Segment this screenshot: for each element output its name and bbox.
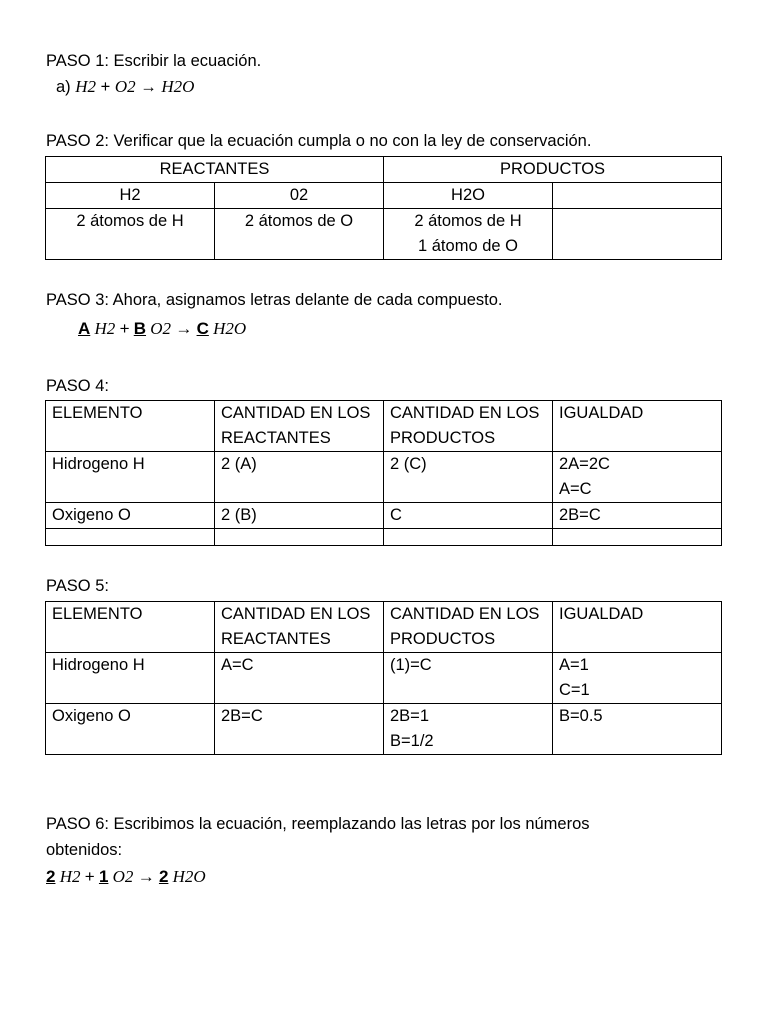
cell-line: CANTIDAD EN LOS [390,404,540,422]
coef-b: B [133,319,147,338]
table-row [46,653,722,704]
cell-line: PRODUCTOS [390,429,496,447]
coef-a: A [78,319,91,338]
cell-line: 2 (B) [221,506,257,524]
eq6-h2: H2 [59,867,81,886]
paso2-title: PASO 2: Verificar que la ecuación cumpla o no con la ley de conservación. [46,132,592,150]
coef-1-o2: 1 [98,867,109,886]
eq6-arrow: → [137,867,155,886]
header-igualdad [553,401,722,452]
cell-atoms-h2o [384,209,553,260]
table-cell [46,503,215,529]
cell-line: 2 átomos de H [76,212,184,230]
cell-line: 1 átomo de O [418,237,518,255]
table-row [46,503,722,529]
header-productos [384,602,553,653]
header-reactantes [215,602,384,653]
coef-2-h2: 2 [46,867,56,886]
table-cell [46,529,215,546]
table-row [46,529,722,546]
table-cell [384,452,553,503]
cell-line: 2A=2C [559,455,610,473]
table-cell [46,452,215,503]
cell-line: 2B=C [559,506,601,524]
table-cell [215,529,384,546]
table-cell [384,503,553,529]
cell-line: REACTANTES [221,429,331,447]
table-row [46,704,722,755]
cell-atoms-h [46,209,215,260]
cell-line: CANTIDAD EN LOS [390,605,540,623]
header-reactantes [215,401,384,452]
cell-empty [553,183,722,209]
cell-line: 2 (C) [390,455,427,473]
eq3-h2o: H2O [213,319,247,338]
coef-2-h2o: 2 [158,867,169,886]
header-elemento [46,401,215,452]
cell-line: C [390,506,402,524]
paso6-title-line1: PASO 6: Escribimos la ecuación, reemplazando las letras por los números [46,815,590,833]
cell-line: ELEMENTO [52,404,143,422]
cell-line: IGUALDAD [559,404,644,422]
eq3-arrow: → [175,319,193,338]
eq1-plus: + [100,78,111,96]
coef-c: C [196,319,209,338]
table-cell [553,529,722,546]
paso2-table [45,156,722,260]
table-cell [553,452,722,503]
cell-line: C=1 [559,681,590,699]
cell-line: A=1 [559,656,589,674]
cell-line: 2B=1 [390,707,429,725]
cell-h2: H2 [46,183,215,209]
table-cell [215,704,384,755]
eq6-h2o: H2O [172,867,206,886]
cell-line: CANTIDAD EN LOS [221,404,371,422]
cell-line: A=C [559,480,592,498]
cell-line: CANTIDAD EN LOS [221,605,371,623]
cell-h2o: H2O [384,183,553,209]
cell-02: 02 [215,183,384,209]
cell-line: REACTANTES [221,630,331,648]
eq3-o2: O2 [150,319,172,338]
table-cell [215,653,384,704]
cell-line: 2 átomos de H [414,212,522,230]
paso4-title: PASO 4: [46,377,109,395]
eq6-plus: + [84,867,95,886]
cell-line: (1)=C [390,656,432,674]
table-cell [384,529,553,546]
cell-line: 2 átomos de O [244,212,354,230]
table-row [46,452,722,503]
paso1-item-label: a) [56,78,71,96]
header-igualdad [553,602,722,653]
paso1-title: PASO 1: Escribir la ecuación. [46,52,262,70]
cell-line: IGUALDAD [559,605,644,623]
cell-line: ELEMENTO [52,605,143,623]
table-cell [46,704,215,755]
paso1-equation [56,76,194,98]
paso6-equation [46,866,206,888]
paso4-table [45,400,722,546]
eq3-h2: H2 [94,319,116,338]
eq1-h2o: H2O [161,77,195,96]
cell-line: B=0.5 [559,707,603,725]
paso5-title: PASO 5: [46,577,109,595]
table-cell [553,503,722,529]
cell-line: Oxigeno O [52,707,131,725]
table-cell [46,653,215,704]
cell-line: 2 (A) [221,455,257,473]
cell-line: B=1/2 [390,732,434,750]
eq3-plus: + [119,319,130,338]
cell-line: Hidrogeno H [52,656,145,674]
table-cell [215,503,384,529]
cell-atoms-o [215,209,384,260]
table-cell [215,452,384,503]
cell-line: A=C [221,656,254,674]
cell-empty [553,209,722,260]
header-productos [384,401,553,452]
header-reactantes: REACTANTES [46,157,384,183]
table-cell [384,653,553,704]
eq6-o2: O2 [112,867,134,886]
table-cell [553,653,722,704]
paso3-title: PASO 3: Ahora, asignamos letras delante de cada compuesto. [46,291,503,309]
header-elemento [46,602,215,653]
paso6-title-line2: obtenidos: [46,841,123,859]
paso5-table [45,601,722,755]
cell-line: Oxigeno O [52,506,131,524]
cell-line: PRODUCTOS [390,630,496,648]
table-cell [384,704,553,755]
cell-line: 2B=C [221,707,263,725]
table-cell [553,704,722,755]
header-productos: PRODUCTOS [384,157,722,183]
eq1-h2: H2 [75,77,97,96]
paso3-equation [78,318,246,340]
eq1-o2: O2 [114,77,136,96]
cell-line: Hidrogeno H [52,455,145,473]
eq1-arrow: → [140,78,157,96]
